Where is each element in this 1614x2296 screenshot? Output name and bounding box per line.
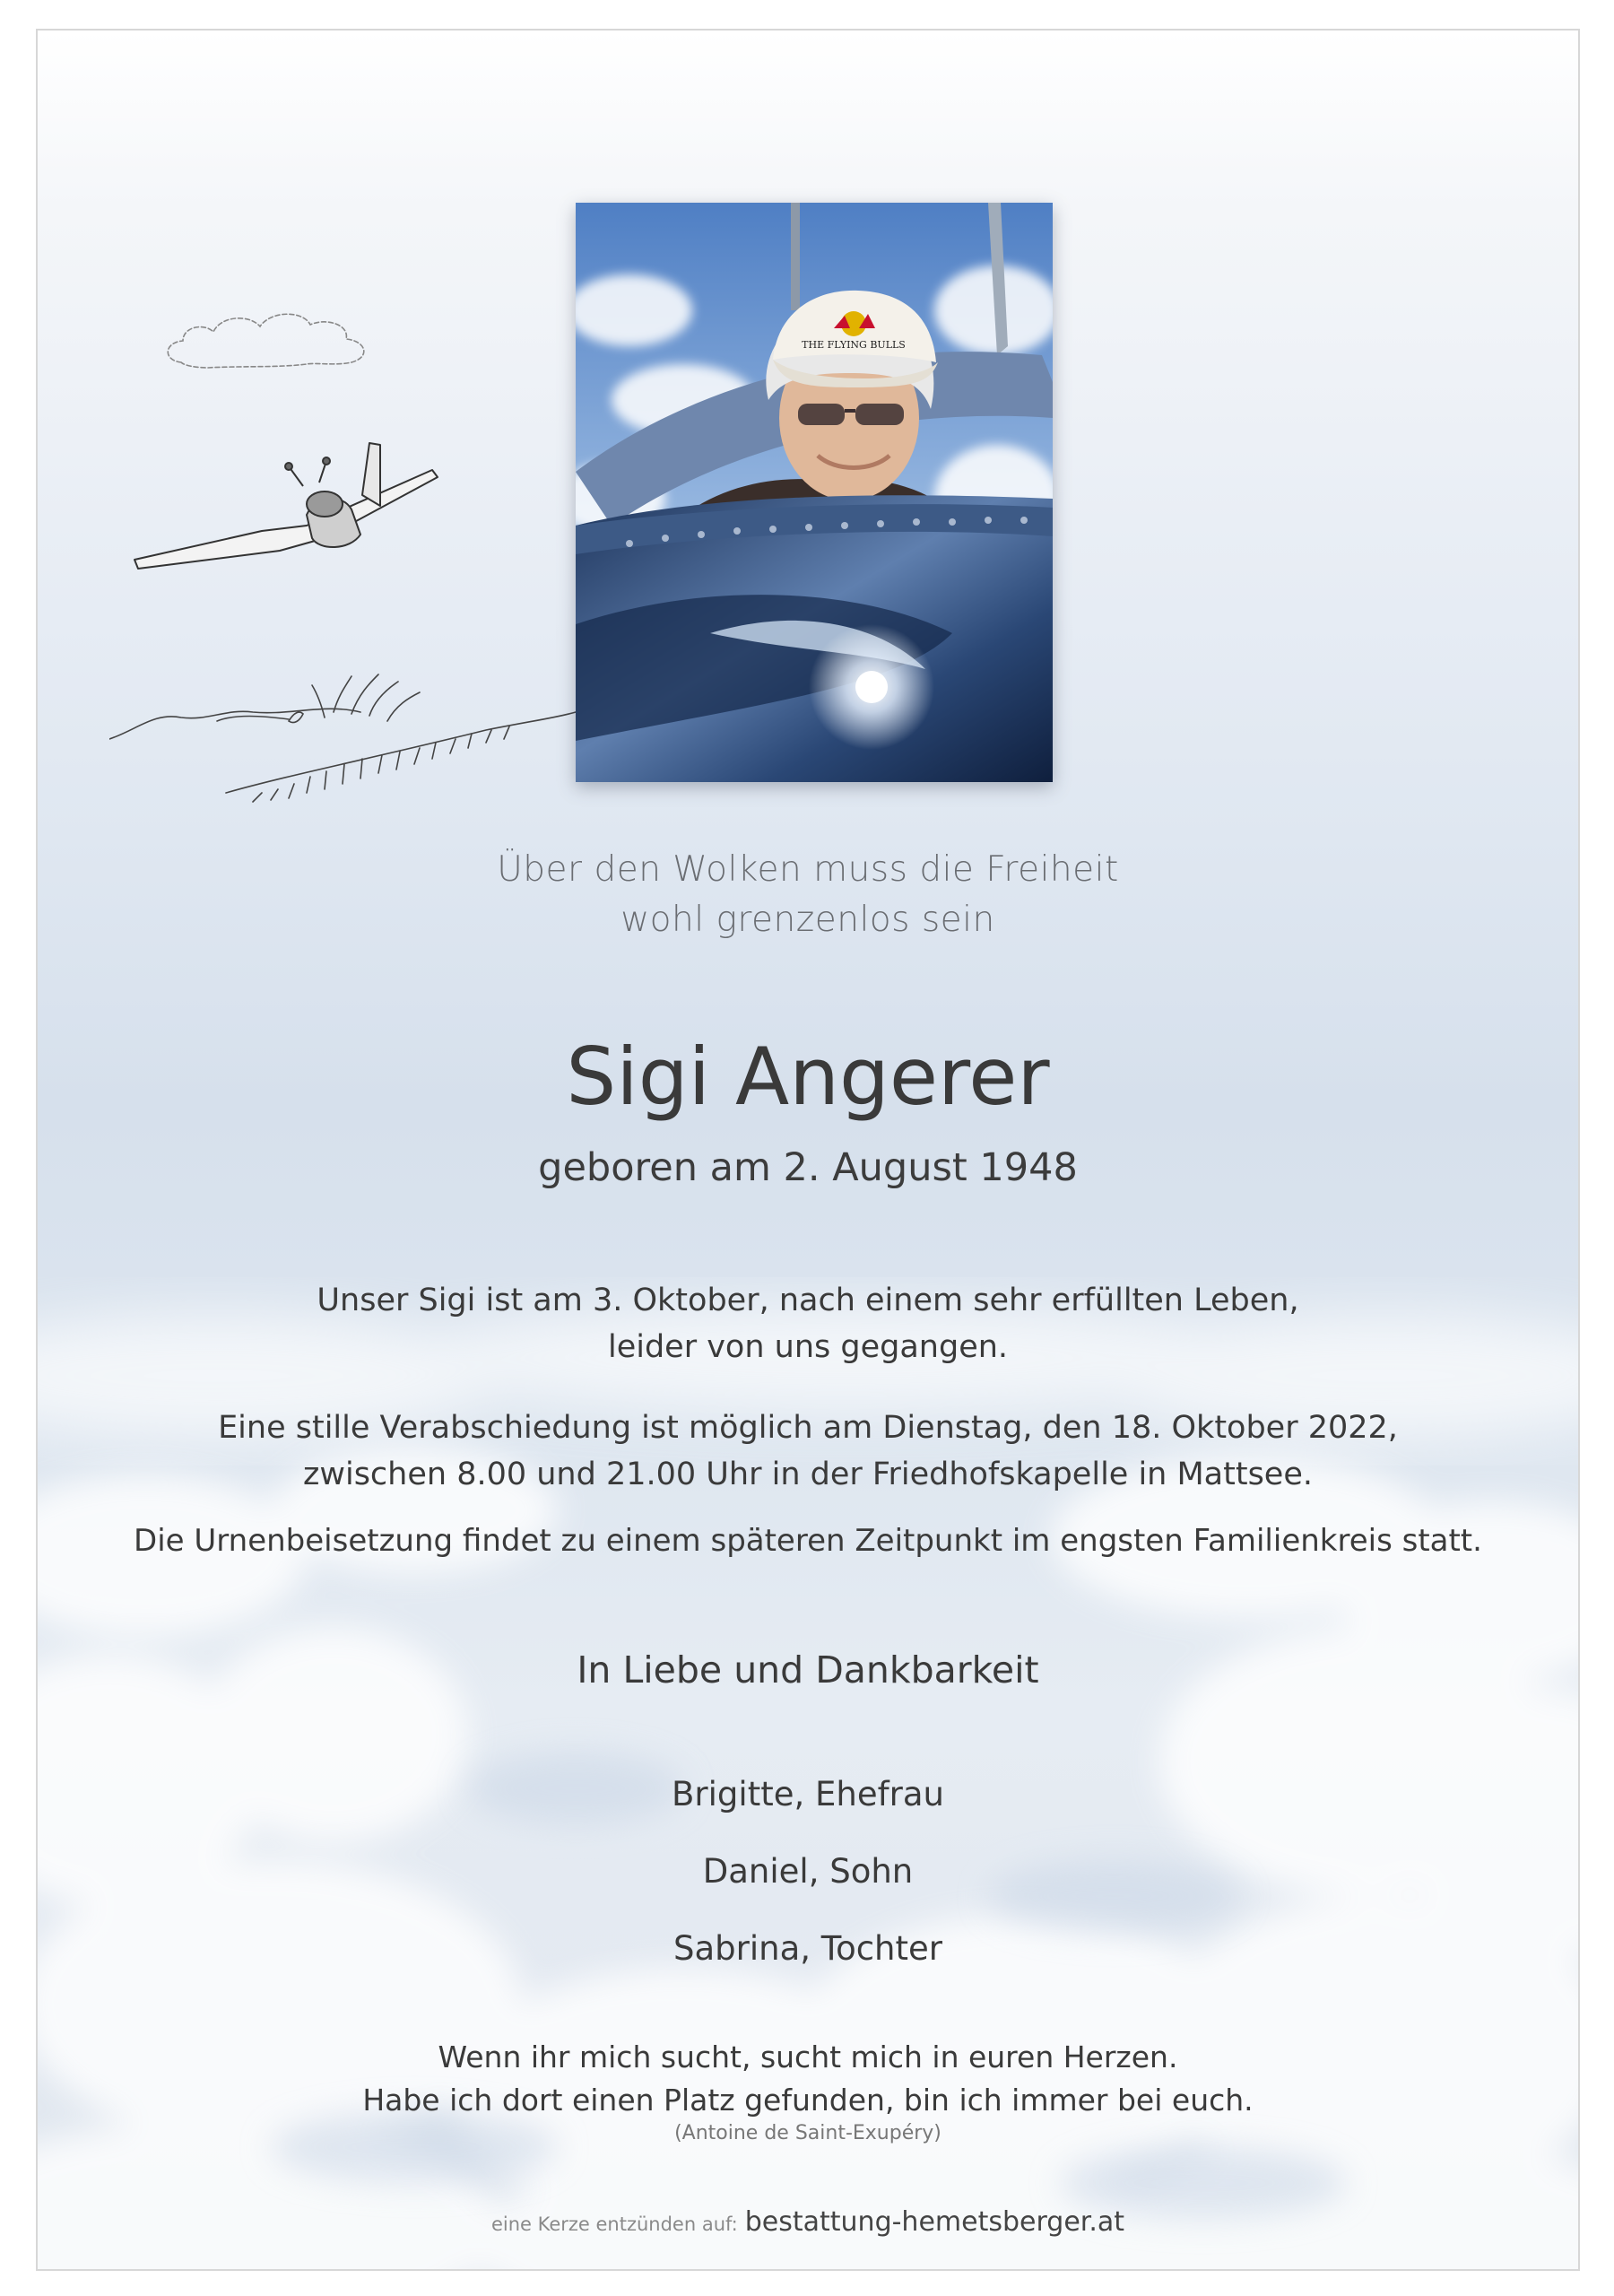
- footer: [38, 2205, 1578, 2242]
- family-member: Brigitte, Ehefrau: [672, 1775, 944, 1813]
- obituary-card: [36, 29, 1580, 2271]
- announcement-paragraph-1: [38, 1277, 1578, 1370]
- epitaph-line-2: Habe ich dort einen Platz gefunden, bin ich immer bei euch.: [362, 2083, 1254, 2118]
- birth-date: geboren am 2. August 1948: [538, 1145, 1078, 1190]
- p2-line-2: zwischen 8.00 und 21.00 Uhr in der Friedhofskapelle in Mattsee.: [302, 1457, 1314, 1492]
- epitaph-quote: [38, 2036, 1578, 2122]
- family-member: Sabrina, Tochter: [672, 1929, 942, 1968]
- footer-link[interactable]: bestattung-hemetsberger.at: [744, 2206, 1125, 2238]
- portrait-photo: [576, 203, 1053, 782]
- airplane-sketch-icon: [127, 291, 540, 578]
- closing-phrase: In Liebe und Dankbarkeit: [577, 1648, 1039, 1692]
- motto-line-1: Über den Wolken muss die Freiheit: [497, 849, 1119, 890]
- epitaph-author: (Antoine de Saint-Exupéry): [674, 2122, 941, 2144]
- landscape-sketch-icon: [109, 658, 594, 838]
- family-member: Daniel, Sohn: [702, 1852, 914, 1891]
- p2-line-1: Eine stille Verabschiedung ist möglich am Dienstag, den 18. Oktober 2022,: [218, 1410, 1398, 1446]
- motto-line-2: wohl grenzenlos sein: [620, 900, 995, 940]
- cap-logo-text: THE FLYING BULLS: [802, 339, 906, 351]
- p1-line-2: leider von uns gegangen.: [607, 1329, 1009, 1365]
- epitaph-line-1: Wenn ihr mich sucht, sucht mich in euren Herzen.: [438, 2039, 1178, 2074]
- deceased-name: Sigi Angerer: [566, 1031, 1050, 1123]
- announcement-paragraph-2: [38, 1405, 1578, 1498]
- p1-line-1: Unser Sigi ist am 3. Oktober, nach einem sehr erfüllten Leben,: [317, 1283, 1299, 1318]
- motto-quote: [38, 845, 1578, 945]
- announcement-paragraph-3: Die Urnenbeisetzung findet zu einem späteren Zeitpunkt im engsten Familienkreis statt.: [134, 1523, 1482, 1559]
- footer-prefix: eine Kerze entzünden auf:: [490, 2213, 738, 2235]
